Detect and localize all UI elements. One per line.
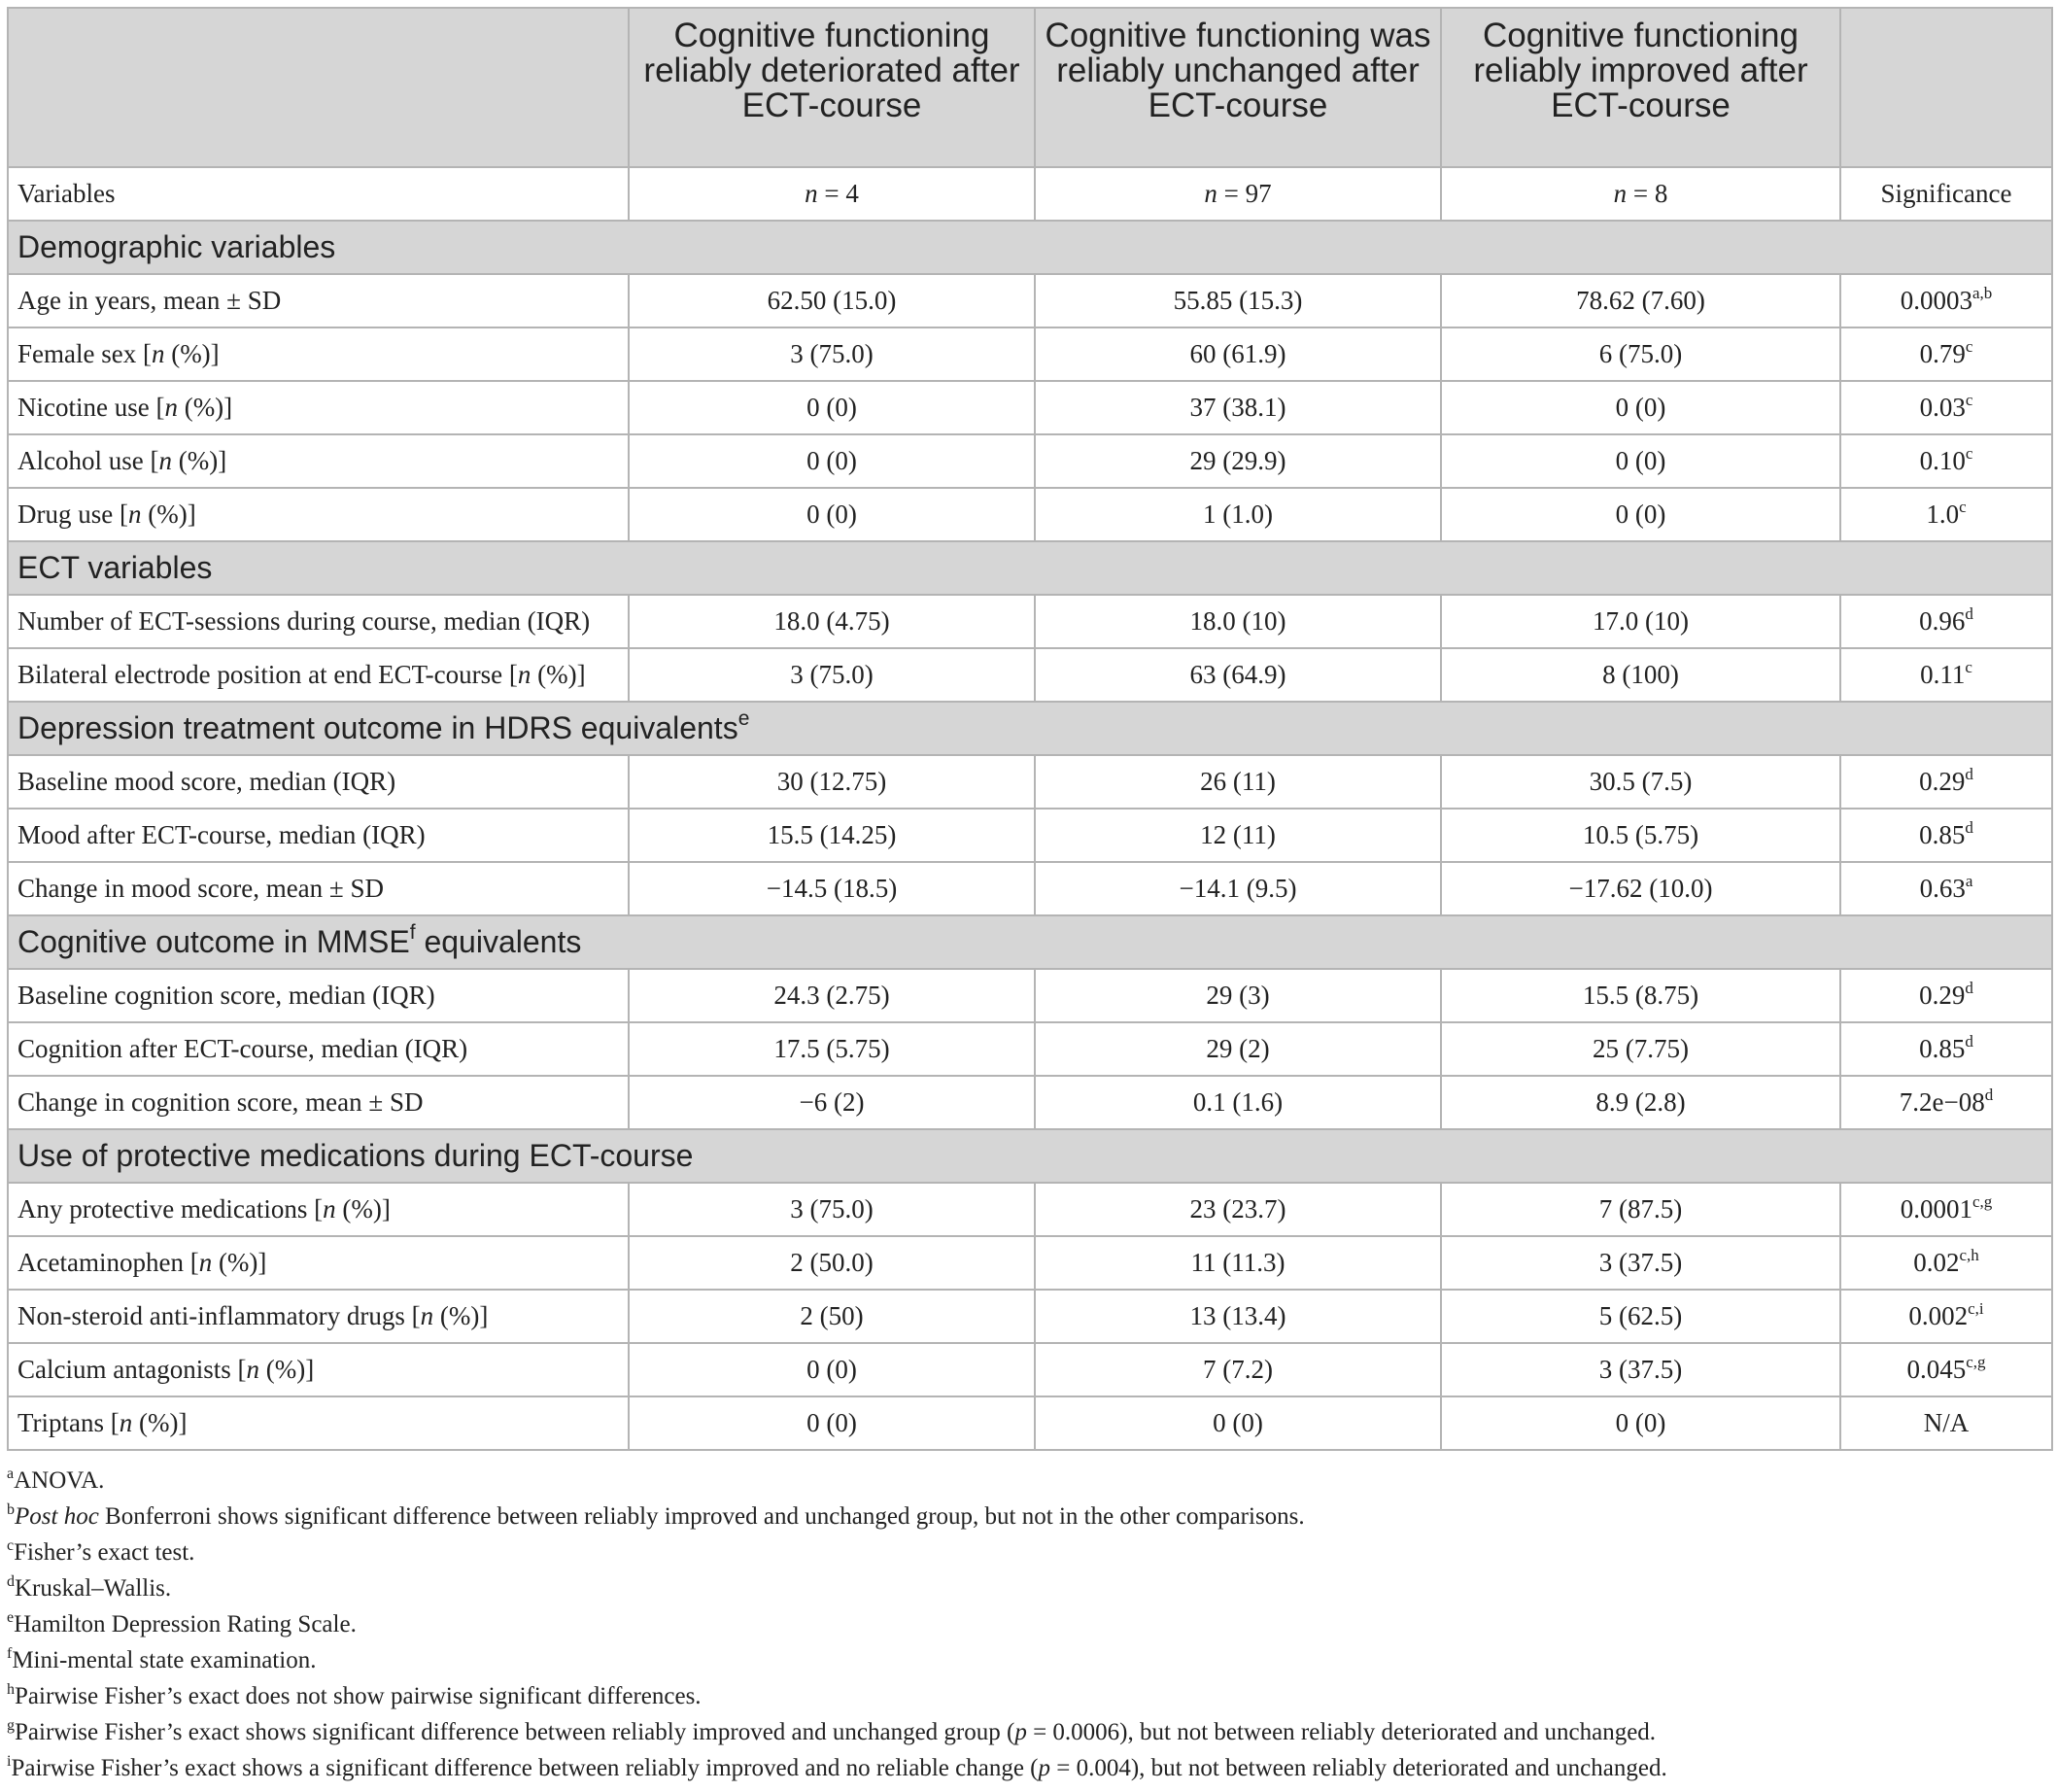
table-row: Non-steroid anti-inflammatory drugs [n (%)] 2 (50) 13 (13.4) 5 (62.5) 0.002$^{c,i}$: [8, 1290, 2052, 1343]
footnote-g: $^g$Pairwise Fisher’s exact shows significant difference between reliably improved and unchanged group (p = 0.0006), but not between reliably deteriorated and unchanged.: [7, 1717, 1657, 1745]
table-row: Mood after ECT-course, median (IQR) 15.5 (14.25) 12 (11) 10.5 (5.75) 0.85$^d$: [8, 809, 2052, 862]
footnote-e: $^e$Hamilton Depression Rating Scale.: [7, 1609, 357, 1637]
results-table-container: [7, 7, 2051, 1786]
table-row: Baseline mood score, median (IQR) 30 (12.75) 26 (11) 30.5 (7.5) 0.29$^d$: [8, 755, 2052, 809]
footnote-i: $^i$Pairwise Fisher’s exact shows a significant difference between reliably improved and no reliable change (p = 0.004), but not between reliably deteriorated and unchanged.: [7, 1753, 1667, 1781]
table-row: Acetaminophen [n (%)] 2 (50.0) 11 (11.3) 3 (37.5) 0.02$^{c,h}$: [8, 1236, 2052, 1290]
footnote-b: $^b$Post hoc Bonferroni shows significant difference between reliably improved and unchanged group, but not in the other comparisons.: [7, 1501, 1305, 1530]
table-row: Triptans [n (%)] 0 (0) 0 (0) 0 (0) N/A: [8, 1396, 2052, 1450]
section-depression: Depression treatment outcome in HDRS equivalents$^e$: [8, 702, 2052, 755]
header-unchanged: Cognitive functioning was reliably unchanged after ECT-course: [1035, 8, 1441, 167]
count-unchanged: n = 97: [1035, 167, 1441, 221]
section-ect: ECT variables: [8, 541, 2052, 595]
table-row: Drug use [n (%)] 0 (0) 1 (1.0) 0 (0) 1.0$^c$: [8, 488, 2052, 541]
table-row: Change in cognition score, mean ± SD −6 (2) 0.1 (1.6) 8.9 (2.8) $7.2e-08^d$: [8, 1076, 2052, 1129]
footnote-f: $^f$Mini-mental state examination.: [7, 1645, 317, 1673]
table-row: Number of ECT-sessions during course, median (IQR) 18.0 (4.75) 18.0 (10) 17.0 (10) 0.96$^d$: [8, 595, 2052, 648]
counts-row: [8, 167, 2052, 221]
header-significance-blank: [1840, 8, 2052, 167]
significance-label: Significance: [1840, 167, 2052, 221]
section-protective: Use of protective medications during ECT-course: [8, 1129, 2052, 1183]
table-row: Change in mood score, mean ± SD −14.5 (18.5) −14.1 (9.5) −17.62 (10.0) 0.63$^a$: [8, 862, 2052, 915]
footnote-a: $^a$ANOVA.: [7, 1465, 105, 1494]
header-improved: Cognitive functioning reliably improved after ECT-course: [1441, 8, 1840, 167]
count-deteriorated: n = 4: [629, 167, 1035, 221]
footnotes: [7, 1463, 2051, 1786]
table-row: Female sex [n (%)] 3 (75.0) 60 (61.9) 6 (75.0) 0.79$^c$: [8, 327, 2052, 381]
header-blank: [8, 8, 629, 167]
footnote-c: $^c$Fisher’s exact test.: [7, 1537, 195, 1566]
section-cognitive: Cognitive outcome in MMSE$^f$ equivalents: [8, 915, 2052, 969]
table-row: Calcium antagonists [n (%)] 0 (0) 7 (7.2) 3 (37.5) 0.045$^{c,g}$: [8, 1343, 2052, 1396]
variables-label: Variables: [8, 167, 629, 221]
table-row: Alcohol use [n (%)] 0 (0) 29 (29.9) 0 (0) 0.10$^c$: [8, 434, 2052, 488]
table-row: Any protective medications [n (%)] 3 (75.0) 23 (23.7) 7 (87.5) 0.0001$^{c,g}$: [8, 1183, 2052, 1236]
table-row: Cognition after ECT-course, median (IQR) 17.5 (5.75) 29 (2) 25 (7.75) 0.85$^d$: [8, 1022, 2052, 1076]
footnote-h: $^h$Pairwise Fisher’s exact does not show pairwise significant differences.: [7, 1681, 702, 1709]
header-row: [8, 8, 2052, 167]
count-improved: n = 8: [1441, 167, 1840, 221]
table-row: Bilateral electrode position at end ECT-course [n (%)] 3 (75.0) 63 (64.9) 8 (100) 0.11$^c$: [8, 648, 2052, 702]
section-demographic: Demographic variables: [8, 221, 2052, 274]
footnote-d: $^d$Kruskal–Wallis.: [7, 1573, 172, 1602]
header-deteriorated: Cognitive functioning reliably deteriorated after ECT-course: [629, 8, 1035, 167]
table-row: Age in years, mean ± SD 62.50 (15.0) 55.85 (15.3) 78.62 (7.60) 0.0003$^{a,b}$: [8, 274, 2052, 327]
table-row: Baseline cognition score, median (IQR) 24.3 (2.75) 29 (3) 15.5 (8.75) 0.29$^d$: [8, 969, 2052, 1022]
table-row: Nicotine use [n (%)] 0 (0) 37 (38.1) 0 (0) 0.03$^c$: [8, 381, 2052, 434]
results-table: [7, 7, 2053, 1451]
